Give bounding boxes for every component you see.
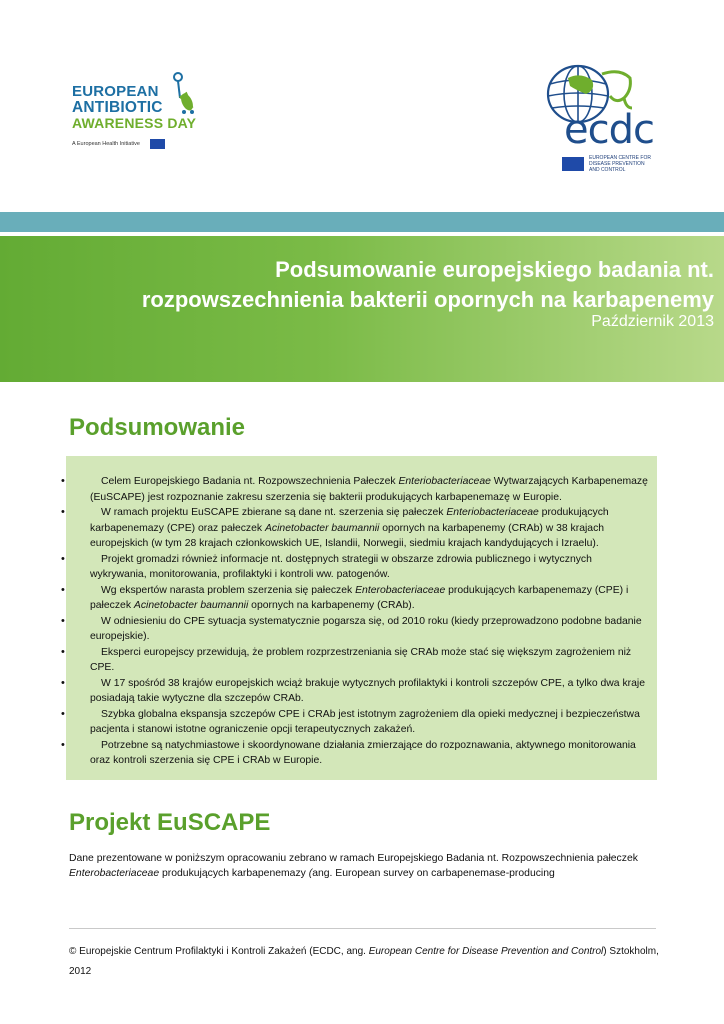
eaad-tagline: A European Health Initiative [72, 141, 140, 147]
summary-bullet [61, 645, 657, 676]
eu-flag-icon [150, 139, 165, 149]
teal-band [0, 212, 724, 232]
bullet-text: Wg ekspertów narasta problem szerzenia się pałeczek [101, 584, 356, 596]
summary-heading: Podsumowanie [69, 414, 246, 441]
bullet-text: Wytwarzających Karbapenemazę (EuSCAPE) jest rozpoznanie zakresu szerzenia się bakterii produkujących karbapenemazę w Europie. [90, 476, 648, 503]
footer-copyright [69, 942, 664, 982]
bullet-dot: • [61, 738, 65, 751]
summary-bullet [61, 583, 657, 614]
bullet-text: produkujących karbapenemazy (CPE) i pałeczek [90, 584, 629, 611]
bullet-text: opornych na karbapenemy (CRAb) w 38 krajach europejskich (w tym 28 krajach członkowskich UE, Islandii, Norwegii, siedmiu krajach kandydujących i Izraelu). [90, 522, 605, 549]
bullet-text: W 17 spośród 38 krajów europejskich wciąż brakuje wytycznych profilaktyki i kontroli szczepów CPE, a tylko dwa kraje posiadają takie wytyczne dla szczepów CRAb. [90, 677, 645, 704]
bullet-text: W ramach projektu EuSCAPE zbierane są dane nt. szerzenia się pałeczek [101, 507, 447, 518]
bullet-italic: Acinetobacter baumannii [265, 522, 380, 534]
bullet-dot: • [61, 614, 65, 627]
bullet-italic: Enteriobacteriaceae [446, 507, 539, 518]
eu-flag-icon [562, 157, 584, 171]
ecdc-subtitle: EUROPEAN CENTRE FOR DISEASE PREVENTION AND CONTROL [589, 155, 651, 173]
summary-bullet-list [61, 474, 657, 769]
bullet-dot: • [61, 552, 65, 565]
bullet-italic: Enteriobacteriaceae [398, 476, 491, 487]
bullet-dot: • [61, 707, 65, 720]
para-italic: ( [308, 867, 313, 879]
bullet-text: produkujących karbapenemazy (CPE) oraz pałeczek [90, 507, 609, 534]
bullet-dot: • [61, 506, 65, 518]
bullet-text: opornych na karbapenemy (CRAb). [248, 600, 415, 611]
bullet-italic: Acinetobacter baumannii [133, 600, 249, 611]
footer-divider [69, 928, 656, 929]
bacteria-mascot-icon [168, 72, 196, 114]
para-text: produkujących karbapenemazy [159, 867, 309, 879]
bullet-text: W odniesieniu do CPE sytuacja systematycznie pogarsza się, od 2010 roku (kiedy przeprowadzono podobne badanie europejskie). [90, 615, 642, 642]
document-date: Październik 2013 [591, 313, 714, 330]
eaad-line2: ANTIBIOTIC [72, 99, 163, 116]
bullet-italic: Enterobacteriaceae [355, 584, 446, 596]
ecdc-logo [540, 64, 670, 176]
bullet-text: Potrzebne są natychmiastowe i skoordynowane działania zmierzające do rozpoznawania, aktywnego monitorowania oraz kontroli szerzenia się CPE i CRAb w Europie. [90, 739, 636, 766]
document-title [14, 255, 714, 315]
project-heading: Projekt EuSCAPE [69, 809, 271, 836]
bullet-text: Szybka globalna ekspansja szczepów CPE i CRAb jest istotnym zagrożeniem dla opieki medycznej i bezpieczeństwa pacjenta i stanowi istotne ograniczenie opcji terapeutycznych zakażeń. [90, 708, 640, 735]
eaad-logo [72, 72, 212, 162]
title-line-2: rozpowszechnienia bakterii opornych na karbapenemy [141, 287, 714, 312]
footer-text: © Europejskie Centrum Profilaktyki i Kontroli Zakażeń (ECDC, ang. [69, 946, 369, 957]
bullet-dot: • [61, 475, 65, 487]
eaad-line3: AWARENESS DAY [72, 115, 197, 131]
summary-bullet [61, 505, 657, 552]
summary-bullet [61, 614, 657, 645]
bullet-text: Celem Europejskiego Badania nt. Rozpowszechnienia Pałeczek [101, 476, 399, 487]
summary-bullet [61, 552, 657, 583]
para-italic: Enterobacteriaceae [69, 867, 160, 879]
bullet-text: Projekt gromadzi również informacje nt. dostępnych strategii w obszarze zdrowia publicznego i wytycznych wykrywania, monitorowania, profilaktyki i kontroli ww. patogenów. [90, 553, 592, 580]
summary-bullet [61, 676, 657, 707]
project-paragraph [69, 852, 659, 881]
summary-bullet [61, 474, 657, 505]
footer-text: ) Sztokholm, 2012 [69, 946, 659, 977]
summary-bullet [61, 738, 657, 769]
title-line-1: Podsumowanie europejskiego badania nt. [275, 257, 714, 282]
bullet-dot: • [61, 676, 65, 689]
eaad-line1: EUROPEAN [72, 83, 159, 100]
summary-bullet [61, 707, 657, 738]
para-text: ang. European survey on carbapenemase-producing [312, 867, 555, 879]
footer-italic: European Centre for Disease Prevention and Control [368, 946, 604, 957]
bullet-dot: • [61, 645, 65, 658]
bullet-text: Eksperci europejscy przewidują, że problem rozprzestrzeniania się CRAb może stać się większym zagrożeniem niż CPE. [90, 646, 632, 673]
ecdc-wordmark: ecdc [564, 107, 654, 153]
bullet-dot: • [61, 583, 65, 596]
summary-box [61, 456, 657, 780]
para-text: Dane prezentowane w poniższym opracowaniu zebrano w ramach Europejskiego Badania nt. Rozpowszechnienia pałeczek [69, 853, 638, 864]
